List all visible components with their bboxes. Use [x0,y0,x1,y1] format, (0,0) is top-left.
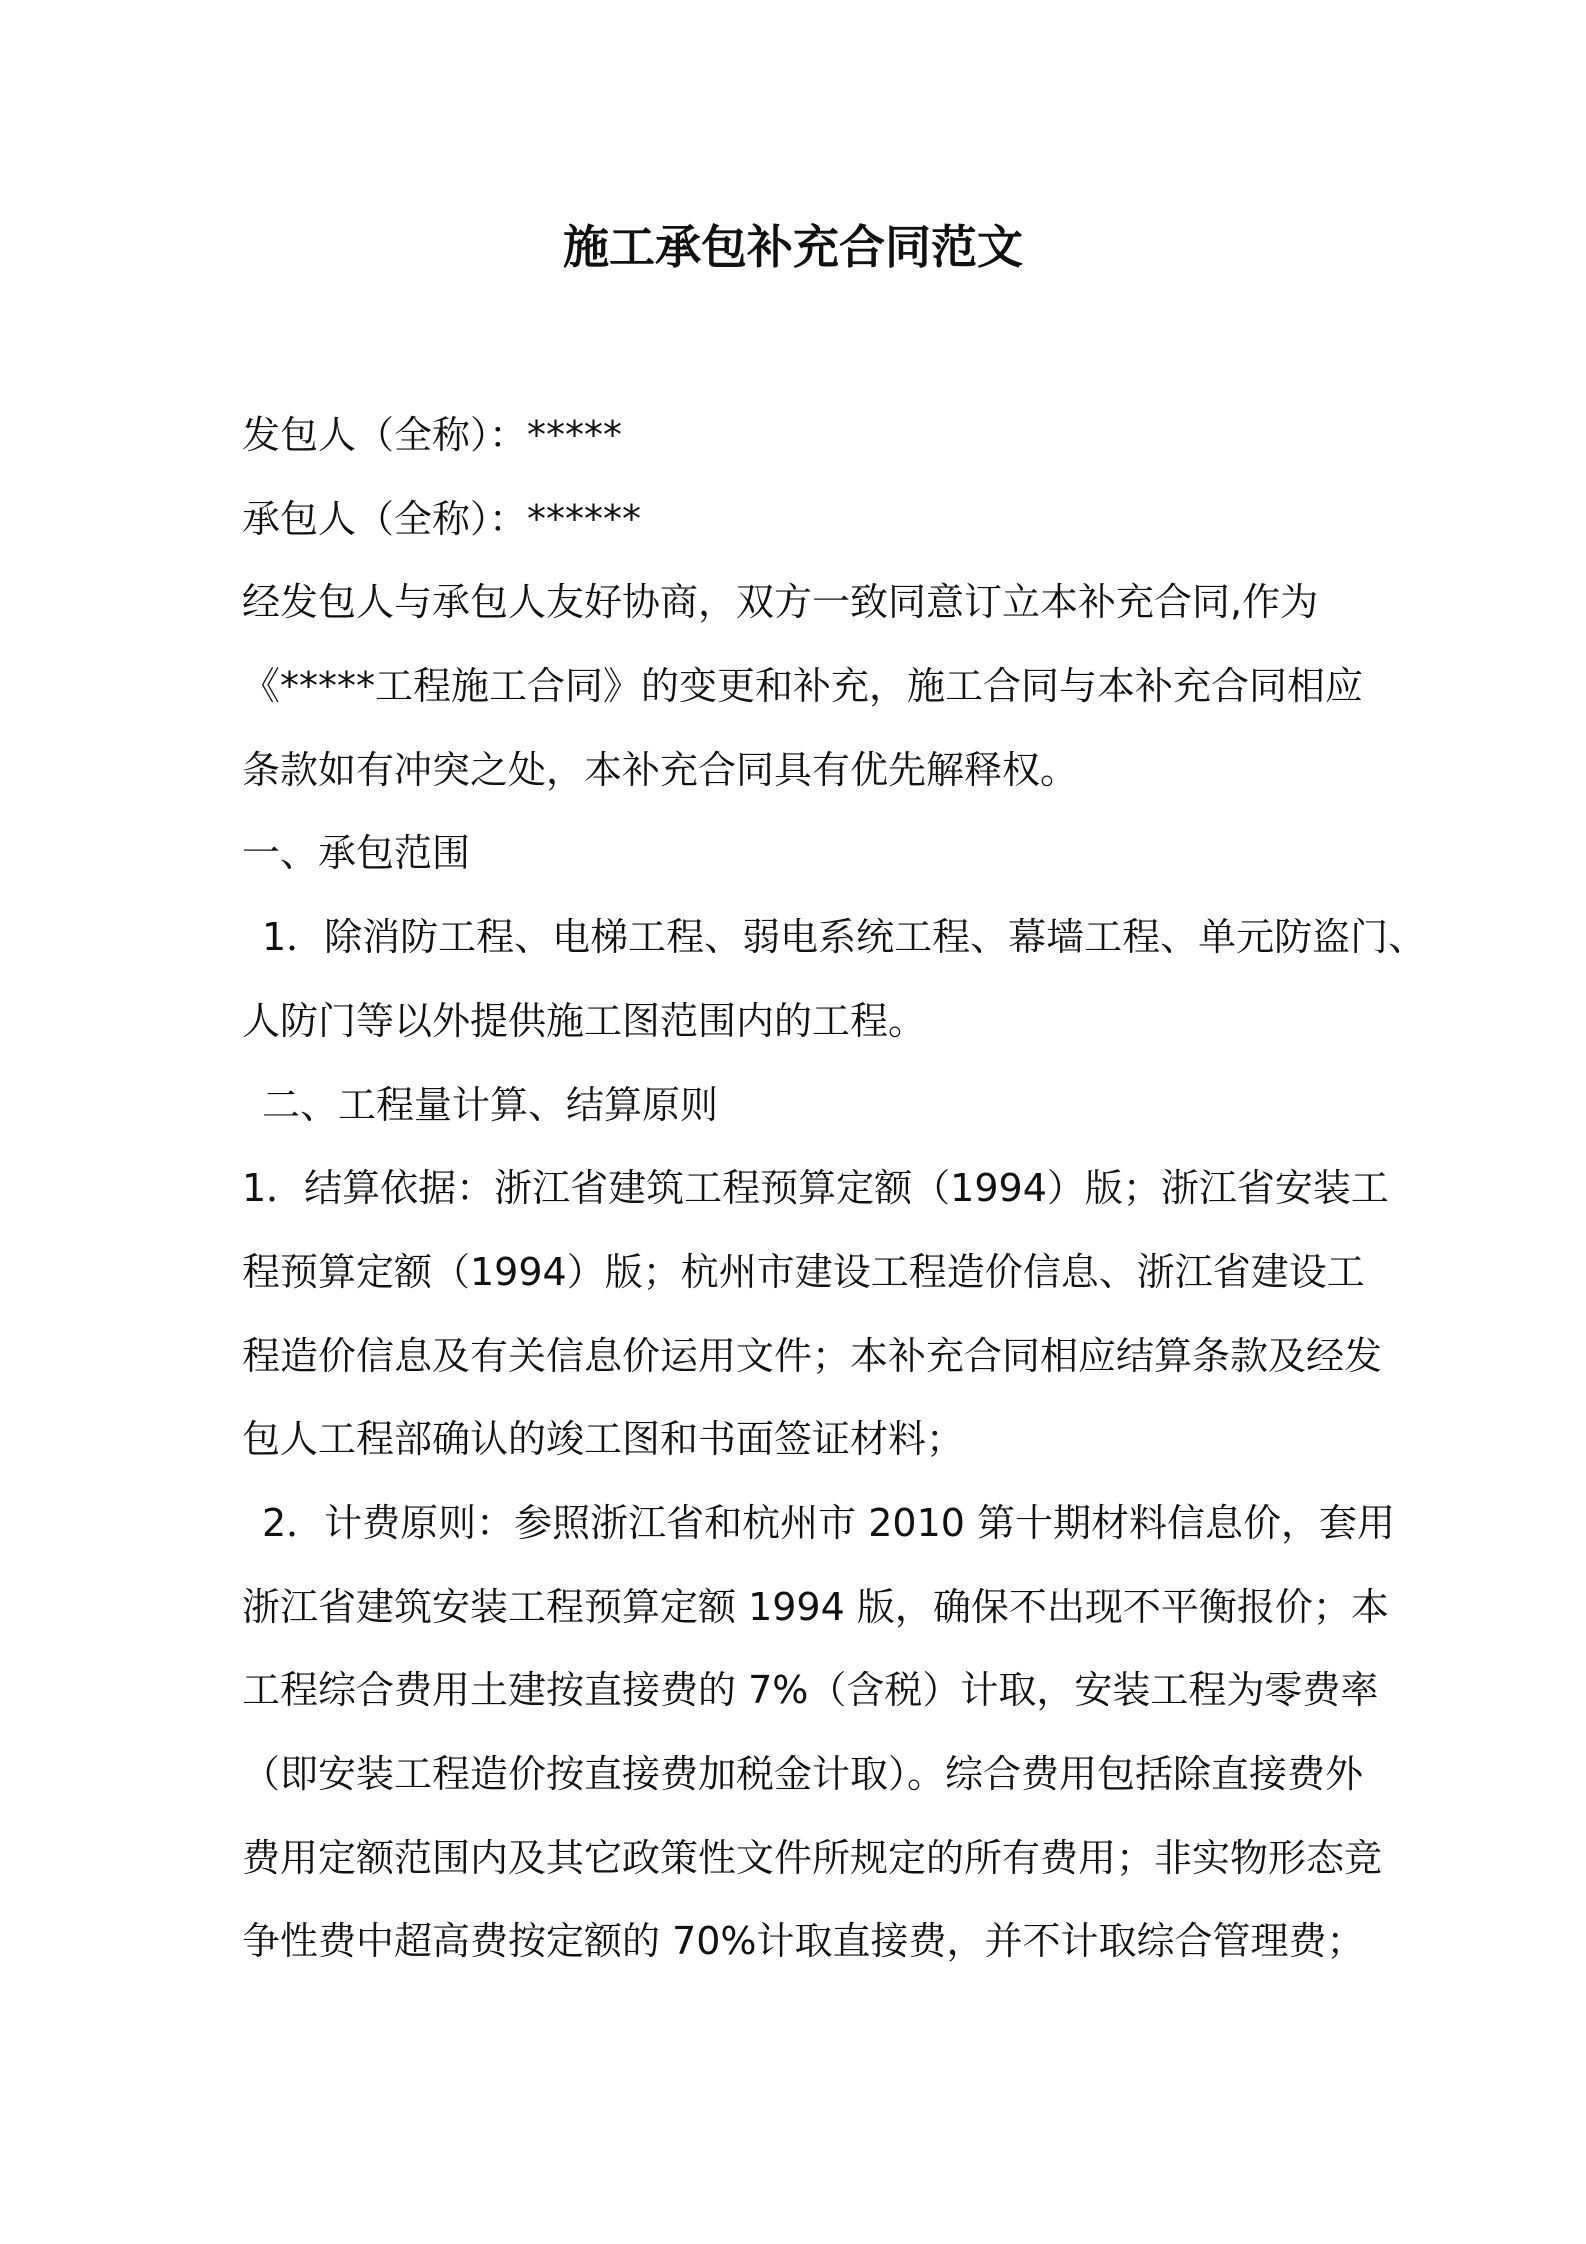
preamble-line: 条款如有冲突之处，本补充合同具有优先解释权。 [242,747,1079,792]
clause-line: 包人工程部确认的竣工图和书面签证材料； [242,1417,965,1462]
preamble-line: 《*****工程施工合同》的变更和补充，施工合同与本补充合同相应 [242,664,1364,709]
clause-line: 费用定额范围内及其它政策性文件所规定的所有费用；非实物形态竞 [242,1835,1383,1880]
clause-line: 1．结算依据：浙江省建筑工程预算定额（1994）版；浙江省安装工 [242,1166,1389,1211]
preamble-line: 经发包人与承包人友好协商，双方一致同意订立本补充合同,作为 [242,580,1319,625]
clause-line: 争性费中超高费按定额的 70%计取直接费，并不计取综合管理费； [242,1919,1365,1964]
clause-line: 1．除消防工程、电梯工程、弱电系统工程、幕墙工程、单元防盗门、 [262,915,1427,960]
party-b-line: 承包人（全称）：****** [242,496,642,541]
clause-line: 程造价信息及有关信息价运用文件；本补充合同相应结算条款及经发 [242,1333,1383,1378]
section-heading: 二、工程量计算、结算原则 [262,1082,719,1127]
document-title: 施工承包补充合同范文 [563,220,1023,274]
clause-line: 人防门等以外提供施工图范围内的工程。 [242,998,927,1043]
clause-line: （即安装工程造价按直接费加税金计取）。综合费用包括除直接费外 [242,1752,1364,1796]
clause-line: 工程综合费用土建按直接费的 7%（含税）计取，安装工程为零费率 [242,1668,1379,1713]
clause-line: 浙江省建筑安装工程预算定额 1994 版，确保不出现不平衡报价；本 [242,1584,1389,1629]
clause-line: 程预算定额（1994）版；杭州市建设工程造价信息、浙江省建设工 [242,1249,1365,1294]
clause-line: 2．计费原则：参照浙江省和杭州市 2010 第十期材料信息价，套用 [262,1500,1396,1545]
party-a-line: 发包人（全称）：***** [242,413,623,457]
document-body [242,394,1427,1984]
section-heading: 一、承包范围 [242,831,471,876]
